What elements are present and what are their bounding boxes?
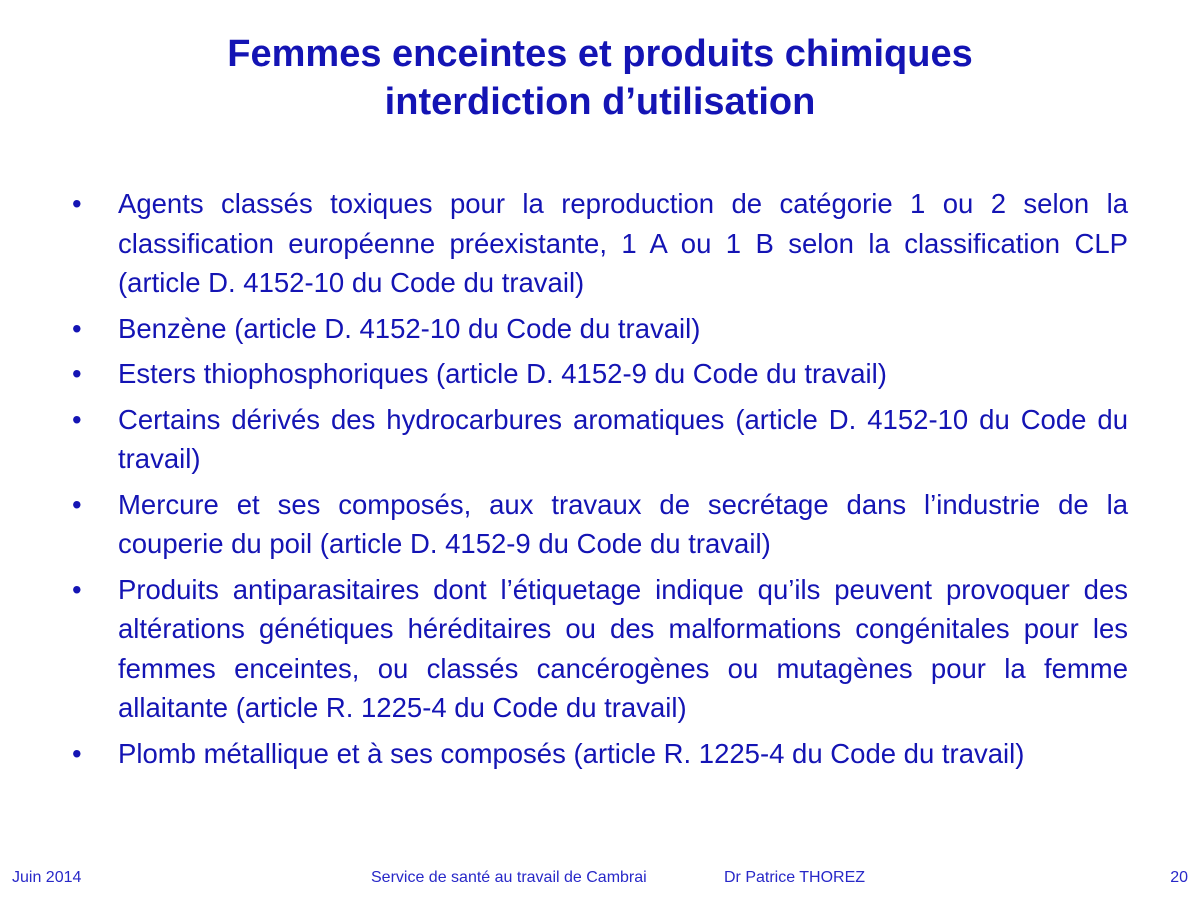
bullet-item: [72, 184, 1128, 303]
bullet-list: [72, 184, 1128, 779]
slide-title-line-2: interdiction d’utilisation: [384, 81, 816, 123]
slide-title: [100, 30, 1100, 126]
bullet-dot: •: [72, 573, 82, 605]
footer-page-number: 20: [1170, 869, 1188, 886]
bullet-dot: •: [72, 312, 82, 344]
bullet-item: [72, 309, 1128, 349]
bullet-item: [72, 400, 1128, 479]
bullet-text: Certains dérivés des hydrocarbures aromatiques (article D. 4152-10 du Code du travail): [118, 403, 1128, 474]
bullet-text: Esters thiophosphoriques (article D. 4152-9 du Code du travail): [118, 358, 887, 389]
bullet-dot: •: [72, 403, 82, 435]
bullet-dot: •: [72, 358, 82, 389]
bullet-text: Produits antiparasitaires dont l’étiquetage indique qu’ils peuvent provoquer des altérations génétiques héréditaires ou des malformations congénitales pour les femmes enceintes, ou classés cancérogènes ou mutagènes pour la femme allaitante (article R. 1225-4 du Code du travail): [118, 573, 1128, 723]
bullet-item: [72, 485, 1128, 564]
footer-service: Service de santé au travail de Cambrai: [371, 869, 647, 886]
bullet-text: Benzène (article D. 4152-10 du Code du travail): [118, 312, 701, 344]
bullet-dot: •: [72, 737, 82, 769]
bullet-item: [72, 570, 1128, 728]
bullet-dot: •: [72, 188, 82, 219]
bullet-dot: •: [72, 488, 82, 520]
bullet-text: Mercure et ses composés, aux travaux de secrétage dans l’industrie de la couperie du poil (article D. 4152-9 du Code du travail): [118, 488, 1128, 559]
footer-date: Juin 2014: [12, 869, 82, 886]
bullet-text: Plomb métallique et à ses composés (article R. 1225-4 du Code du travail): [118, 737, 1025, 769]
bullet-text: Agents classés toxiques pour la reproduction de catégorie 1 ou 2 selon la classification européenne préexistante, 1 A ou 1 B selon la classification CLP (article D. 4152-10 du Code du travail): [118, 188, 1128, 298]
bullet-item: [72, 734, 1128, 774]
bullet-item: [72, 354, 1128, 394]
footer-author: Dr Patrice THOREZ: [724, 869, 866, 886]
slide-title-line-1: Femmes enceintes et produits chimiques: [227, 33, 973, 75]
